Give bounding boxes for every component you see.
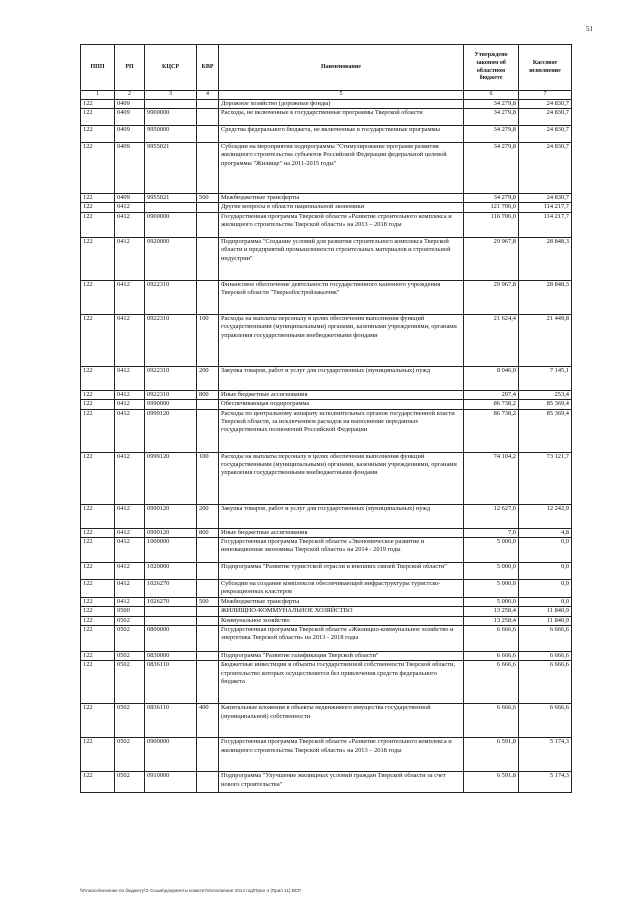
cash-execution-amount: 5 174,3 — [519, 772, 572, 793]
cash-execution-amount: 0,0 — [519, 597, 572, 606]
ppp-cell: 122 — [81, 452, 115, 504]
kcsr-cell: 0999120 — [145, 528, 197, 537]
name-cell: Средства федерального бюджета, не включенные в государственные программы — [219, 126, 464, 143]
kvr-cell — [197, 661, 219, 704]
kcsr-cell: 0900000 — [145, 738, 197, 772]
approved-amount: 6 666,6 — [464, 652, 519, 661]
ppp-cell: 122 — [81, 366, 115, 390]
cash-execution-amount: 5 174,3 — [519, 738, 572, 772]
cash-execution-amount: 24 830,7 — [519, 109, 572, 126]
name-cell: Расходы на выплаты персоналу в целях обеспечения выполнения функций государственными (муниципальными) органами, казенными учреждениями, органами управления государственными внебюджетными фондами — [219, 452, 464, 504]
table-row — [81, 538, 572, 563]
page-number: 51 — [586, 25, 593, 33]
table-row — [81, 203, 572, 212]
kcsr-cell: 0999120 — [145, 504, 197, 528]
kcsr-cell: 9955021 — [145, 194, 197, 203]
kcsr-cell — [145, 203, 197, 212]
column-number: 7 — [519, 91, 572, 100]
rp-cell: 0502 — [115, 626, 145, 652]
kvr-cell: 200 — [197, 504, 219, 528]
approved-amount: 34 279,8 — [464, 109, 519, 126]
cash-execution-amount: 0,0 — [519, 538, 572, 563]
ppp-cell: 122 — [81, 528, 115, 537]
ppp-cell: 122 — [81, 597, 115, 606]
kcsr-cell: 0836110 — [145, 661, 197, 704]
name-cell: Финансовое обеспечение деятельности государственного казенного учреждения Тверской области "Тверьоблстройзаказчик" — [219, 280, 464, 314]
cash-execution-amount: 85 369,4 — [519, 409, 572, 452]
approved-amount: 6 591,8 — [464, 772, 519, 793]
cash-execution-amount: 24 830,7 — [519, 126, 572, 143]
name-cell: Межбюджетные трансферты — [219, 194, 464, 203]
cash-execution-amount: 0,0 — [519, 580, 572, 598]
name-cell: Расходы, не включенные в государственные программы Тверской области — [219, 109, 464, 126]
table-row — [81, 237, 572, 280]
rp-cell: 0412 — [115, 366, 145, 390]
kvr-cell — [197, 652, 219, 661]
name-cell: Расходы на выплаты персоналу в целях обеспечения выполнения функций государственными (муниципальными) органами, казенными учреждениями, органами управления государственными внебюджетными фондами — [219, 314, 464, 366]
approved-amount: 5 000,0 — [464, 538, 519, 563]
name-cell: Закупка товаров, работ и услуг для государственных (муниципальных) нужд — [219, 504, 464, 528]
approved-amount: 34 279,8 — [464, 194, 519, 203]
table-row — [81, 626, 572, 652]
table-row — [81, 661, 572, 704]
cash-execution-amount: 0,0 — [519, 563, 572, 580]
rp-cell: 0412 — [115, 400, 145, 409]
name-cell: Иные бюджетные ассигнования — [219, 528, 464, 537]
cash-execution-amount: 114 217,7 — [519, 203, 572, 212]
kcsr-cell: 0922310 — [145, 366, 197, 390]
ppp-cell: 122 — [81, 237, 115, 280]
rp-cell: 0409 — [115, 143, 145, 194]
kcsr-cell: 1026270 — [145, 597, 197, 606]
kcsr-cell: 1000000 — [145, 538, 197, 563]
approved-amount: 12 627,0 — [464, 504, 519, 528]
header-rp: РП — [115, 45, 145, 91]
name-cell: Субсидии на мероприятия подпрограммы "Стимулирование программ развития жилищного строительства субъектов Российской Федерации федеральной целевой программы "Жилище" на 2011-2015 годы" — [219, 143, 464, 194]
rp-cell: 0409 — [115, 194, 145, 203]
kcsr-cell: 0800000 — [145, 626, 197, 652]
name-cell: Дорожное хозяйство (дорожные фонды) — [219, 99, 464, 108]
kcsr-cell: 1026270 — [145, 580, 197, 598]
ppp-cell: 122 — [81, 504, 115, 528]
kvr-cell — [197, 126, 219, 143]
kvr-cell: 100 — [197, 452, 219, 504]
approved-amount: 7,0 — [464, 528, 519, 537]
kvr-cell — [197, 400, 219, 409]
rp-cell: 0412 — [115, 504, 145, 528]
rp-cell: 0502 — [115, 772, 145, 793]
header-approved: Утверждено законом об областном бюджете — [464, 45, 519, 91]
approved-amount: 13 258,4 — [464, 616, 519, 625]
ppp-cell: 122 — [81, 126, 115, 143]
column-number: 1 — [81, 91, 115, 100]
cash-execution-amount: 28 848,3 — [519, 280, 572, 314]
cash-execution-amount: 24 830,7 — [519, 143, 572, 194]
ppp-cell: 122 — [81, 194, 115, 203]
table-row — [81, 390, 572, 399]
kcsr-cell: 0836110 — [145, 704, 197, 738]
kvr-cell — [197, 99, 219, 108]
cash-execution-amount: 12 242,9 — [519, 504, 572, 528]
ppp-cell: 122 — [81, 626, 115, 652]
header-kvr: КВР — [197, 45, 219, 91]
table-row — [81, 704, 572, 738]
rp-cell: 0412 — [115, 409, 145, 452]
kvr-cell — [197, 143, 219, 194]
cash-execution-amount: 11 840,9 — [519, 607, 572, 616]
header-ppp: ППП — [81, 45, 115, 91]
table-row — [81, 597, 572, 606]
cash-execution-amount: 85 369,4 — [519, 400, 572, 409]
column-number: 4 — [197, 91, 219, 100]
approved-amount: 29 967,8 — [464, 237, 519, 280]
table-row — [81, 738, 572, 772]
column-number: 6 — [464, 91, 519, 100]
kvr-cell — [197, 580, 219, 598]
kcsr-cell: 9955021 — [145, 143, 197, 194]
kvr-cell: 200 — [197, 366, 219, 390]
kvr-cell — [197, 563, 219, 580]
name-cell: Межбюджетные трансферты — [219, 597, 464, 606]
rp-cell: 0412 — [115, 452, 145, 504]
cash-execution-amount: 24 830,7 — [519, 99, 572, 108]
cash-execution-amount: 6 666,6 — [519, 626, 572, 652]
kcsr-cell: 0900000 — [145, 212, 197, 237]
cash-execution-amount: 7 145,1 — [519, 366, 572, 390]
cash-execution-amount: 11 840,9 — [519, 616, 572, 625]
table-row — [81, 280, 572, 314]
table-row — [81, 99, 572, 108]
kvr-cell: 800 — [197, 528, 219, 537]
ppp-cell: 122 — [81, 616, 115, 625]
kcsr-cell: 0990000 — [145, 400, 197, 409]
ppp-cell: 122 — [81, 580, 115, 598]
rp-cell: 0412 — [115, 237, 145, 280]
ppp-cell: 122 — [81, 203, 115, 212]
rp-cell: 0412 — [115, 538, 145, 563]
kvr-cell — [197, 738, 219, 772]
kvr-cell — [197, 212, 219, 237]
table-row — [81, 563, 572, 580]
kcsr-cell — [145, 99, 197, 108]
rp-cell: 0412 — [115, 528, 145, 537]
approved-amount: 297,4 — [464, 390, 519, 399]
kcsr-cell: 9950000 — [145, 126, 197, 143]
table-row — [81, 212, 572, 237]
kvr-cell: 500 — [197, 597, 219, 606]
ppp-cell: 122 — [81, 607, 115, 616]
kvr-cell — [197, 538, 219, 563]
cash-execution-amount: 114 217,7 — [519, 212, 572, 237]
ppp-cell: 122 — [81, 661, 115, 704]
table-row — [81, 126, 572, 143]
budget-execution-table — [80, 44, 572, 793]
kcsr-cell: 0922310 — [145, 390, 197, 399]
table-row — [81, 452, 572, 504]
approved-amount: 5 000,0 — [464, 580, 519, 598]
name-cell: Иные бюджетные ассигнования — [219, 390, 464, 399]
ppp-cell: 122 — [81, 563, 115, 580]
ppp-cell: 122 — [81, 212, 115, 237]
ppp-cell: 122 — [81, 280, 115, 314]
kcsr-cell: 0922310 — [145, 314, 197, 366]
ppp-cell: 122 — [81, 99, 115, 108]
file-path-footer: \\Finance\иснение по бюджету\Э Созыв\документы комитет\Исполнение 2014 год\Прил 4 (Прил 11) ВСР — [80, 888, 302, 893]
kcsr-cell: 9900000 — [145, 109, 197, 126]
kcsr-cell: 0910000 — [145, 772, 197, 793]
ppp-cell: 122 — [81, 314, 115, 366]
cash-execution-amount: 253,4 — [519, 390, 572, 399]
rp-cell: 0502 — [115, 616, 145, 625]
name-cell: Обеспечивающая подпрограмма — [219, 400, 464, 409]
approved-amount: 5 000,0 — [464, 597, 519, 606]
rp-cell: 0409 — [115, 99, 145, 108]
kcsr-cell: 0999120 — [145, 452, 197, 504]
column-number: 3 — [145, 91, 197, 100]
rp-cell: 0409 — [115, 126, 145, 143]
table-row — [81, 400, 572, 409]
column-number: 5 — [219, 91, 464, 100]
cash-execution-amount: 73 121,7 — [519, 452, 572, 504]
approved-amount: 34 279,8 — [464, 126, 519, 143]
kvr-cell — [197, 607, 219, 616]
cash-execution-amount: 6 666,6 — [519, 661, 572, 704]
cash-execution-amount: 28 848,3 — [519, 237, 572, 280]
table-row — [81, 652, 572, 661]
name-cell: Подпрограмма "Развитие туристской отрасли и внешних связей Тверской области" — [219, 563, 464, 580]
kvr-cell: 400 — [197, 704, 219, 738]
column-number-row — [81, 91, 572, 100]
approved-amount: 74 104,2 — [464, 452, 519, 504]
rp-cell: 0502 — [115, 704, 145, 738]
name-cell: ЖИЛИЩНО-КОММУНАЛЬНОЕ ХОЗЯЙСТВО — [219, 607, 464, 616]
ppp-cell: 122 — [81, 652, 115, 661]
cash-execution-amount: 6 666,6 — [519, 704, 572, 738]
rp-cell: 0412 — [115, 280, 145, 314]
rp-cell: 0502 — [115, 652, 145, 661]
column-number: 2 — [115, 91, 145, 100]
name-cell: Расходы по центральному аппарату исполнительных органов государственной власти Тверской области, за исключением расходов на выполнение переданных государственных полномочий Российской Федерации — [219, 409, 464, 452]
table-row — [81, 314, 572, 366]
approved-amount: 8 046,0 — [464, 366, 519, 390]
name-cell: Другие вопросы в области национальной экономики — [219, 203, 464, 212]
kcsr-cell: 0920000 — [145, 237, 197, 280]
header-name: Наименование — [219, 45, 464, 91]
table-row — [81, 528, 572, 537]
kvr-cell — [197, 772, 219, 793]
rp-cell: 0412 — [115, 580, 145, 598]
table-row — [81, 616, 572, 625]
rp-cell: 0412 — [115, 212, 145, 237]
ppp-cell: 122 — [81, 390, 115, 399]
name-cell: Бюджетные инвестиции в объекты государственной собственности Тверской области, строительство которых осуществляется без привлечения средств федерального бюджета — [219, 661, 464, 704]
rp-cell: 0500 — [115, 607, 145, 616]
table-row — [81, 194, 572, 203]
name-cell: Коммунальное хозяйство — [219, 616, 464, 625]
table-row — [81, 772, 572, 793]
kcsr-cell: 0922310 — [145, 280, 197, 314]
header-kcsr: КЦСР — [145, 45, 197, 91]
approved-amount: 34 279,8 — [464, 143, 519, 194]
rp-cell: 0409 — [115, 109, 145, 126]
rp-cell: 0412 — [115, 314, 145, 366]
name-cell: Подпрограмма "Развитие газификации Тверской области" — [219, 652, 464, 661]
approved-amount: 5 000,0 — [464, 563, 519, 580]
approved-amount: 34 279,8 — [464, 99, 519, 108]
ppp-cell: 122 — [81, 143, 115, 194]
name-cell: Государственная программа Тверской области «Развитие строительного комплекса и жилищного строительства Тверской области» на 2013 – 2018 годы — [219, 212, 464, 237]
table-row — [81, 580, 572, 598]
name-cell: Подпрограмма "Улучшение жилищных условий граждан Тверской области за счет нового строительства" — [219, 772, 464, 793]
table-row — [81, 366, 572, 390]
cash-execution-amount: 24 830,7 — [519, 194, 572, 203]
rp-cell: 0412 — [115, 563, 145, 580]
table-row — [81, 109, 572, 126]
approved-amount: 6 666,6 — [464, 661, 519, 704]
kvr-cell — [197, 409, 219, 452]
name-cell: Закупка товаров, работ и услуг для государственных (муниципальных) нужд — [219, 366, 464, 390]
rp-cell: 0412 — [115, 597, 145, 606]
name-cell: Государственная программа Тверской области «Жилищно-коммунальное хозяйство и энергетика Тверской области» на 2013 - 2018 годы — [219, 626, 464, 652]
rp-cell: 0502 — [115, 738, 145, 772]
kvr-cell — [197, 109, 219, 126]
approved-amount: 116 706,0 — [464, 212, 519, 237]
kvr-cell — [197, 237, 219, 280]
name-cell: Подпрограмма "Создание условий для развития строительного комплекса Тверской области и предприятий промышленности строительных материалов и строительной индустрии" — [219, 237, 464, 280]
approved-amount: 121 706,0 — [464, 203, 519, 212]
kvr-cell — [197, 616, 219, 625]
rp-cell: 0412 — [115, 390, 145, 399]
approved-amount: 21 624,4 — [464, 314, 519, 366]
header-cash-execution: Кассовое исполнение — [519, 45, 572, 91]
ppp-cell: 122 — [81, 772, 115, 793]
name-cell: Капитальные вложения в объекты недвижимого имущества государственной (муниципальной) собственности — [219, 704, 464, 738]
kvr-cell — [197, 280, 219, 314]
rp-cell: 0502 — [115, 661, 145, 704]
approved-amount: 86 738,2 — [464, 409, 519, 452]
ppp-cell: 122 — [81, 409, 115, 452]
rp-cell: 0412 — [115, 203, 145, 212]
kcsr-cell: 0999120 — [145, 409, 197, 452]
kvr-cell — [197, 203, 219, 212]
header-row — [81, 45, 572, 91]
kcsr-cell — [145, 616, 197, 625]
table-row — [81, 504, 572, 528]
name-cell: Государственная программа Тверской области «Экономическое развитие и инновационная экономика Тверской области» на 2014 - 2019 годы — [219, 538, 464, 563]
cash-execution-amount: 6 666,6 — [519, 652, 572, 661]
cash-execution-amount: 21 449,8 — [519, 314, 572, 366]
ppp-cell: 122 — [81, 738, 115, 772]
approved-amount: 13 258,4 — [464, 607, 519, 616]
name-cell: Государственная программа Тверской области «Развитие строительного комплекса и жилищного строительства Тверской области» на 2013 – 2018 годы — [219, 738, 464, 772]
kvr-cell: 100 — [197, 314, 219, 366]
ppp-cell: 122 — [81, 538, 115, 563]
name-cell: Субсидии на создание комплексов обеспечивающей инфраструктуры туристско-рекреационных кластеров — [219, 580, 464, 598]
approved-amount: 6 666,6 — [464, 704, 519, 738]
kcsr-cell — [145, 607, 197, 616]
table-row — [81, 607, 572, 616]
ppp-cell: 122 — [81, 400, 115, 409]
ppp-cell: 122 — [81, 704, 115, 738]
approved-amount: 86 738,2 — [464, 400, 519, 409]
approved-amount: 6 591,8 — [464, 738, 519, 772]
kvr-cell: 500 — [197, 194, 219, 203]
kcsr-cell: 0830000 — [145, 652, 197, 661]
approved-amount: 29 967,8 — [464, 280, 519, 314]
approved-amount: 6 666,6 — [464, 626, 519, 652]
table-row — [81, 409, 572, 452]
table-row — [81, 143, 572, 194]
kvr-cell: 800 — [197, 390, 219, 399]
kvr-cell — [197, 626, 219, 652]
kcsr-cell: 1020000 — [145, 563, 197, 580]
cash-execution-amount: 4,8 — [519, 528, 572, 537]
ppp-cell: 122 — [81, 109, 115, 126]
